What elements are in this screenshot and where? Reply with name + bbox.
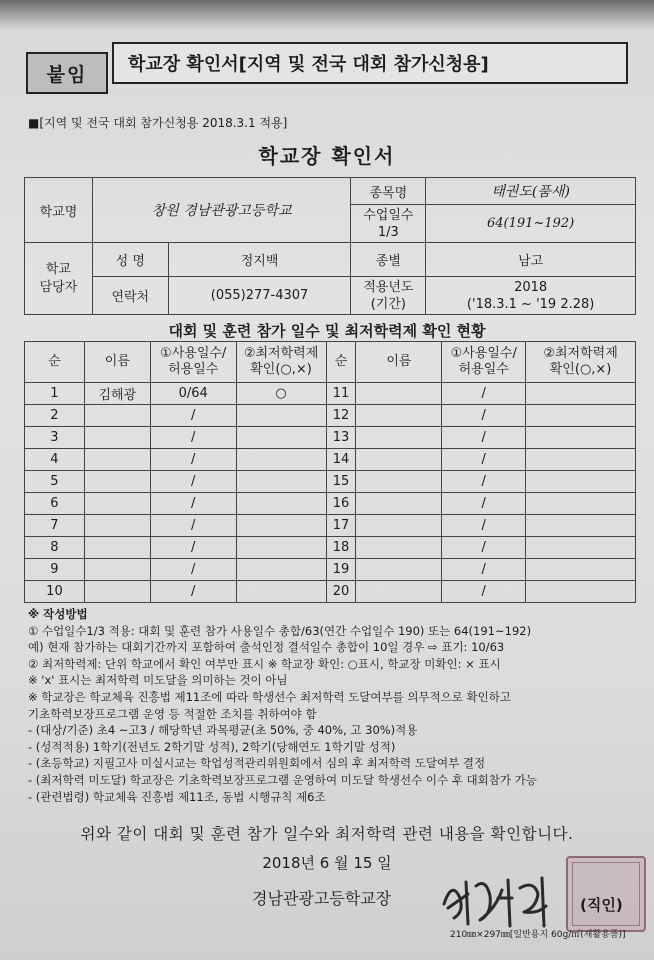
participation-table (24, 341, 636, 603)
row-min (526, 383, 636, 405)
header-name-left: 이름 (84, 342, 150, 383)
row-name (356, 581, 442, 603)
header-min-right-line2: 확인(○,×) (549, 362, 612, 377)
document-title: 학교장 확인서 (258, 144, 396, 168)
row-num: 13 (326, 427, 356, 449)
principal-title: 경남관광고등학교장 (252, 889, 392, 908)
note-line: - (최저학력 미도달) 학교장은 기초학력보장프로그램 운영하여 미도달 학생선수 이수 후 대회참가 가능 (28, 772, 537, 787)
row-min (236, 559, 326, 581)
row-min (236, 405, 326, 427)
year-label-line2: (기간) (370, 296, 406, 312)
row-name (84, 559, 150, 581)
row-num: 14 (326, 449, 356, 471)
row-num: 8 (25, 537, 85, 559)
table-row (25, 427, 636, 449)
table-row (25, 515, 636, 537)
row-num: 16 (326, 493, 356, 515)
note-line: - (대상/기준) 초4 ~고3 / 해당학년 과목평균(초 50%, 중 40%, 고 30%)적용 (28, 723, 418, 738)
row-days: / (442, 515, 526, 537)
row-days: / (150, 471, 236, 493)
row-name (84, 537, 150, 559)
header-min-left-line2: 확인(○,×) (250, 362, 312, 377)
row-num: 5 (25, 471, 85, 493)
row-min (236, 493, 326, 515)
header-min-right-line1: ②최저학력제 (543, 346, 618, 361)
row-days: / (442, 559, 526, 581)
row-num: 6 (25, 493, 85, 515)
row-min (526, 537, 636, 559)
row-num: 7 (25, 515, 85, 537)
attachment-tag: 붙임 (26, 52, 108, 94)
name-label: 성 명 (92, 243, 168, 277)
note-line: ① 수업일수1/3 적용: 대회 및 훈련 참가 사용일수 총합/63(연간 수업일수 190) 또는 64(191~192) (28, 623, 532, 638)
header-days-left-line2: 허용일수 (168, 362, 219, 377)
row-name (84, 471, 150, 493)
row-days: / (442, 383, 526, 405)
contact-value: (055)277-4307 (168, 277, 351, 315)
section-title: 대회 및 훈련 참가 일수 및 최저학력제 확인 현황 (168, 322, 486, 340)
header-name-right: 이름 (356, 342, 442, 383)
row-num: 11 (326, 383, 356, 405)
note-line: 예) 현재 참가하는 대회기간까지 포함하여 출석인정 결석일수 총합이 10일 경우 ⇨ 표기: 10/63 (28, 640, 505, 655)
row-num: 15 (326, 471, 356, 493)
gender-label: 종별 (351, 243, 426, 277)
row-min (526, 471, 636, 493)
manager-label (25, 243, 93, 315)
row-name (356, 383, 442, 405)
row-min (526, 559, 636, 581)
header-min-left-line1: ②최저학력제 (243, 346, 319, 361)
row-days: 0/64 (150, 383, 236, 405)
row-min (236, 471, 326, 493)
row-min (526, 581, 636, 603)
row-num: 4 (25, 449, 85, 471)
confirmation-date: 2018년 6 월 15 일 (262, 854, 392, 872)
note-line: - (관련법령) 학교체육 진흥법 제11조, 동법 시행규칙 제6조 (28, 789, 326, 804)
header-min-left (236, 342, 326, 383)
row-days: / (442, 537, 526, 559)
table-row (25, 493, 636, 515)
row-days: / (150, 427, 236, 449)
table-row (25, 581, 636, 603)
form-subline: ■[지역 및 전국 대회 참가신청용 2018.3.1 적용] (28, 116, 288, 130)
header-num-right: 순 (326, 342, 356, 383)
header-days-right-line1: ①사용일수/ (450, 346, 517, 361)
row-name (356, 471, 442, 493)
row-min (526, 449, 636, 471)
school-label: 학교명 (25, 178, 93, 243)
event-value: 태권도(품새) (426, 178, 636, 205)
top-shadow (0, 0, 654, 30)
row-num: 10 (25, 581, 85, 603)
event-label: 종목명 (351, 178, 426, 205)
year-value (426, 277, 636, 315)
row-min (526, 427, 636, 449)
row-min (236, 515, 326, 537)
row-min (236, 427, 326, 449)
row-min: ○ (236, 383, 326, 405)
header-days-right-line2: 허용일수 (458, 362, 509, 377)
row-min (236, 537, 326, 559)
row-days: / (442, 581, 526, 603)
row-days: / (442, 471, 526, 493)
row-num: 12 (326, 405, 356, 427)
row-days: / (150, 405, 236, 427)
note-line: - (초등학교) 지필고사 미실시교는 학업성적관리위원회에서 심의 후 최저학력 도달여부 결정 (28, 756, 486, 771)
note-line: ② 최저학력제: 단위 학교에서 확인 여부만 표시 ※ 학교장 확인: ○표시, 학교장 미확인: × 표시 (28, 656, 501, 671)
row-name (356, 405, 442, 427)
note-line: - (성적적용) 1학기(전년도 2학기말 성적), 2학기(당해연도 1학기말 성적) (28, 739, 396, 754)
header-days-left (150, 342, 236, 383)
contact-label: 연락처 (92, 277, 168, 315)
row-name (356, 537, 442, 559)
row-days: / (442, 493, 526, 515)
manager-label-line2: 담당자 (39, 279, 78, 295)
row-name (84, 405, 150, 427)
year-value-line2: ('18.3.1 ~ '19 2.28) (466, 296, 595, 312)
row-name (356, 493, 442, 515)
school-info-table (24, 177, 636, 315)
row-name (356, 427, 442, 449)
row-num: 3 (25, 427, 85, 449)
row-days: / (150, 449, 236, 471)
row-num: 1 (25, 383, 85, 405)
row-min (526, 405, 636, 427)
confirmation-text: 위와 같이 대회 및 훈련 참가 일수와 최저학력 관련 내용을 확인합니다. (80, 825, 574, 843)
row-days: / (150, 493, 236, 515)
row-name (84, 427, 150, 449)
row-name (356, 449, 442, 471)
row-days: / (150, 515, 236, 537)
days-label-line1: 수업일수 (363, 207, 414, 223)
row-name (356, 515, 442, 537)
gender-value: 남고 (426, 243, 636, 277)
row-num: 2 (25, 405, 85, 427)
instructions (28, 606, 638, 805)
row-min (526, 493, 636, 515)
row-name (84, 581, 150, 603)
row-min (236, 449, 326, 471)
row-name (84, 515, 150, 537)
note-line: ※ 학교장은 학교체육 진흥법 제11조에 따라 학생선수 최저학력 도달여부를 의무적으로 확인하고 (28, 689, 511, 704)
year-label (351, 277, 426, 315)
row-name (84, 493, 150, 515)
row-num: 9 (25, 559, 85, 581)
row-name: 김해광 (84, 383, 150, 405)
table-row (25, 471, 636, 493)
note-line: ※ 'x' 표시는 최저학력 미도달을 의미하는 것이 아님 (28, 673, 288, 688)
row-days: / (442, 405, 526, 427)
table-row (25, 383, 636, 405)
paper-size-note: 210㎜×297㎜[일반용지 60g/㎡(재활용품)] (450, 930, 626, 940)
seal-label: (직인) (580, 896, 623, 914)
row-name (356, 559, 442, 581)
days-value: 64(191~192) (426, 205, 636, 243)
row-days: / (442, 449, 526, 471)
signature-graphic (438, 868, 558, 932)
days-label-line2: 1/3 (377, 224, 399, 240)
note-line: ※ 작성방법 (28, 607, 88, 621)
row-days: / (150, 537, 236, 559)
row-min (526, 515, 636, 537)
school-name: 창원 경남관광고등학교 (92, 178, 351, 243)
days-label (351, 205, 426, 243)
row-num: 17 (326, 515, 356, 537)
row-num: 20 (326, 581, 356, 603)
header-num-left: 순 (25, 342, 85, 383)
row-num: 18 (326, 537, 356, 559)
row-min (236, 581, 326, 603)
table-row (25, 537, 636, 559)
header-days-right (442, 342, 526, 383)
row-num: 19 (326, 559, 356, 581)
year-label-line1: 적용년도 (363, 279, 414, 295)
table-row (25, 449, 636, 471)
manager-label-line1: 학교 (45, 261, 71, 277)
name-value: 정지백 (168, 243, 351, 277)
year-value-line1: 2018 (514, 279, 548, 295)
row-days: / (442, 427, 526, 449)
header-title: 학교장 확인서[지역 및 전국 대회 참가신청용] (112, 42, 628, 84)
note-line: 기초학력보장프로그램 운영 등 적절한 조치를 취하여야 함 (28, 706, 317, 721)
header-min-right (526, 342, 636, 383)
row-days: / (150, 581, 236, 603)
header-days-left-line1: ①사용일수/ (160, 346, 227, 361)
row-days: / (150, 559, 236, 581)
row-name (84, 449, 150, 471)
table-row (25, 405, 636, 427)
table-row (25, 559, 636, 581)
